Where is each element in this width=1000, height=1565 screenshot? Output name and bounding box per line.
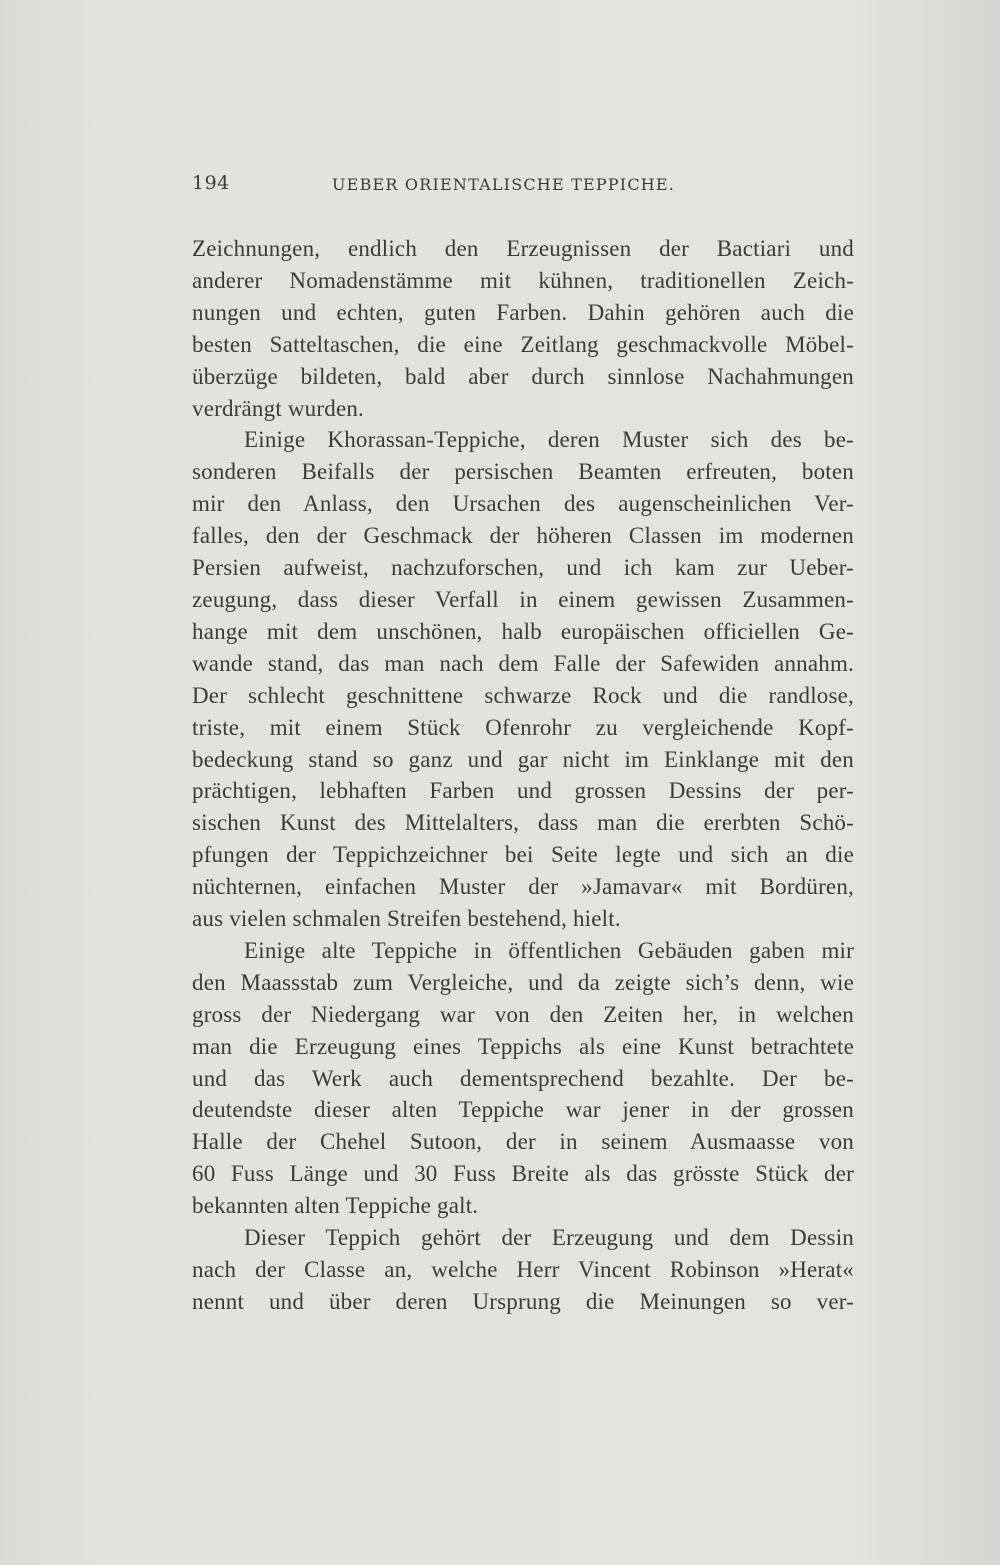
paragraph-4	[192, 1222, 854, 1318]
text-line: zeugung, dass dieser Verfall in einem gewissen Zusammen-	[192, 586, 854, 612]
text-line: anderer Nomadenstämme mit kühnen, traditionellen Zeich-	[192, 267, 854, 293]
text-line: pfungen der Teppichzeichner bei Seite legte und sich an die	[192, 842, 854, 868]
text-line: und das Werk auch dementsprechend bezahlte. Der be-	[192, 1065, 854, 1091]
text-line: den Maassstab zum Vergleiche, und da zeigte sich’s denn, wie	[192, 969, 854, 995]
text-line: nungen und echten, guten Farben. Dahin gehören auch die	[192, 299, 854, 325]
text-line: Dieser Teppich gehört der Erzeugung und dem Dessin	[244, 1225, 854, 1251]
text-line: gross der Niedergang war von den Zeiten her, in welchen	[192, 1001, 854, 1027]
text-line: Persien aufweist, nachzuforschen, und ich kam zur Ueber-	[192, 555, 854, 581]
text-line: sischen Kunst des Mittelalters, dass man die ererbten Schö-	[192, 810, 854, 836]
text-line: Der schlecht geschnittene schwarze Rock und die randlose,	[192, 682, 854, 708]
text-line: Halle der Chehel Sutoon, der in seinem Ausmaasse von	[192, 1129, 854, 1155]
running-title: UEBER ORIENTALISCHE TEPPICHE.	[332, 175, 676, 194]
text-line: deutendste dieser alten Teppiche war jener in der grossen	[192, 1097, 854, 1123]
page-number: 194	[192, 172, 230, 194]
text-line: Einige Khorassan-Teppiche, deren Muster sich des be-	[244, 427, 854, 453]
text-line: aus vielen schmalen Streifen bestehend, hielt.	[192, 906, 621, 932]
text-line: sonderen Beifalls der persischen Beamten erfreuten, boten	[192, 459, 854, 485]
text-line: bekannten alten Teppiche galt.	[192, 1193, 479, 1219]
paragraph-3	[192, 935, 854, 1222]
text-line: prächtigen, lebhaften Farben und grossen Dessins der per-	[192, 778, 854, 804]
text-line: Einige alte Teppiche in öffentlichen Gebäuden gaben mir	[244, 937, 854, 963]
text-line: mir den Anlass, den Ursachen des augenscheinlichen Ver-	[192, 491, 854, 517]
body-text	[192, 233, 854, 1318]
text-line: überzüge bildeten, bald aber durch sinnlose Nachahmungen	[192, 363, 854, 389]
text-line: hange mit dem unschönen, halb europäischen officiellen Ge-	[192, 618, 854, 644]
paragraph-1	[192, 233, 854, 424]
paragraph-2	[192, 424, 854, 935]
text-line: nennt und über deren Ursprung die Meinungen so ver-	[192, 1288, 854, 1314]
text-line: triste, mit einem Stück Ofenrohr zu vergleichende Kopf-	[192, 714, 854, 740]
text-line: Zeichnungen, endlich den Erzeugnissen der Bactiari und	[192, 236, 854, 261]
text-line: nüchternen, einfachen Muster der »Jamavar« mit Bordüren,	[192, 874, 854, 900]
text-line: falles, den der Geschmack der höheren Classen im modernen	[192, 523, 854, 549]
page-header	[192, 172, 854, 202]
text-line: man die Erzeugung eines Teppichs als eine Kunst betrachtete	[192, 1033, 854, 1059]
text-line: besten Satteltaschen, die eine Zeitlang geschmackvolle Möbel-	[192, 331, 854, 357]
text-line: 60 Fuss Länge und 30 Fuss Breite als das grösste Stück der	[192, 1161, 854, 1187]
text-line: nach der Classe an, welche Herr Vincent Robinson »Herat«	[192, 1257, 854, 1282]
text-line: bedeckung stand so ganz und gar nicht im Einklange mit den	[192, 746, 854, 772]
text-line: verdrängt wurden.	[192, 395, 365, 421]
text-line: wande stand, das man nach dem Falle der Safewiden annahm.	[192, 650, 854, 676]
